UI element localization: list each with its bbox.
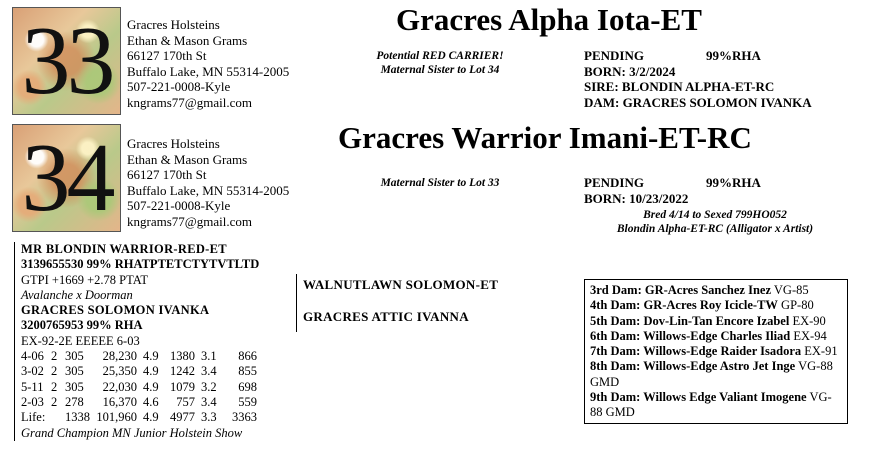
contact-line: Gracres Holsteins [127,17,220,32]
lot-33-photo-badge [12,7,121,115]
lot-34-notes [340,176,540,190]
dam-classification: EX-92-2E EEEEE 6-03 [21,333,140,348]
born-date: BORN: 3/2/2024 [584,63,676,79]
contact-email: kngrams77@gmail.com [127,94,252,110]
dam-lineage-box [584,279,848,424]
pedigree-bracket [296,274,297,332]
lot-34-contact [127,136,289,229]
lactation-row: 2-03 2 278 16,370 4.6 757 3.4 559 [21,394,257,409]
contact-line: 507-221-0008-Kyle [127,79,231,94]
bred-line: Blondin Alpha-ET-RC (Alligator x Artist) [616,223,814,235]
lot-33-info [584,48,864,110]
lot-33-name: Gracres Alpha Iota-ET [396,2,702,37]
lot-33-notes [340,49,540,77]
dam-award: Grand Champion MN Junior Holstein Show [21,425,243,440]
contact-line: 507-221-0008-Kyle [127,198,231,213]
contact-line: Gracres Holsteins [127,136,220,151]
dam-line: 8th Dam: Willows-Edge Astro Jet Inge VG-88 GMD [590,359,833,389]
contact-line: Buffalo Lake, MN 55314-2005 [127,182,290,198]
sire-registration: 3139655530 99% RHATPTETCTYTVTLTD [21,257,260,272]
lot-33-contact [127,17,289,110]
lactation-row: 5-11 2 305 22,030 4.9 1079 3.2 698 [21,379,257,394]
dam-line: 5th Dam: Dov-Lin-Tan Encore Izabel EX-90 [590,313,826,328]
contact-line: Ethan & Mason Grams [127,32,248,48]
dam-line: 3rd Dam: GR-Acres Sanchez Inez VG-85 [590,283,809,297]
contact-line: Ethan & Mason Grams [127,151,248,167]
lot-number: 34 [21,124,112,232]
dam-line: 4th Dam: GR-Acres Roy Icicle-TW GP-80 [590,298,814,313]
note-line: Maternal Sister to Lot 34 [380,64,500,76]
lifetime-row: Life: 1338 101,960 4.9 4977 3.3 3363 [21,410,257,425]
lot-34-photo-badge [12,124,121,232]
dam-name: GRACRES SOLOMON IVANKA [21,303,210,318]
sire-gtpi: GTPI +1669 +2.78 PTAT [21,272,148,287]
dam-line: 7th Dam: Willows-Edge Raider Isadora EX-91 [590,344,838,359]
lot-number: 33 [21,7,112,115]
sire-cross: Avalanche x Doorman [21,287,133,302]
lot-34-info [584,175,864,206]
lactation-table [21,349,257,425]
note-line: Potential RED CARRIER! [376,50,504,62]
lactation-row: 3-02 2 305 25,350 4.9 1242 3.4 855 [21,364,257,379]
lot-34-name: Gracres Warrior Imani-ET-RC [338,120,752,155]
rha: 99%RHA [706,175,761,190]
contact-email: kngrams77@gmail.com [127,213,252,229]
note-line: Maternal Sister to Lot 33 [380,177,500,189]
dam-registration: 3200765953 99% RHA [21,318,143,333]
lot-34-bred-info [590,208,840,236]
lactation-row: 4-06 2 305 28,230 4.9 1380 3.1 866 [21,349,257,364]
status: PENDING [584,48,644,63]
pedigree-block [14,242,304,441]
born-date: BORN: 10/23/2022 [584,190,689,206]
contact-line: 66127 170th St [127,167,207,182]
maternal-granddam: GRACRES ATTIC IVANNA [303,309,469,324]
bred-line: Bred 4/14 to Sexed 799HO052 [643,209,787,221]
sire-name: MR BLONDIN WARRIOR-RED-ET [21,242,227,256]
sire: SIRE: BLONDIN ALPHA-ET-RC [584,79,775,94]
contact-line: Buffalo Lake, MN 55314-2005 [127,63,290,79]
contact-line: 66127 170th St [127,48,207,63]
maternal-grandsire: WALNUTLAWN SOLOMON-ET [303,277,499,292]
rha: 99%RHA [706,48,761,63]
dam: DAM: GRACRES SOLOMON IVANKA [584,94,812,110]
dam-line: 6th Dam: Willows-Edge Charles Iliad EX-94 [590,328,827,343]
dam-line: 9th Dam: Willows Edge Valiant Imogene VG-88 GMD [590,390,832,420]
status: PENDING [584,175,644,190]
